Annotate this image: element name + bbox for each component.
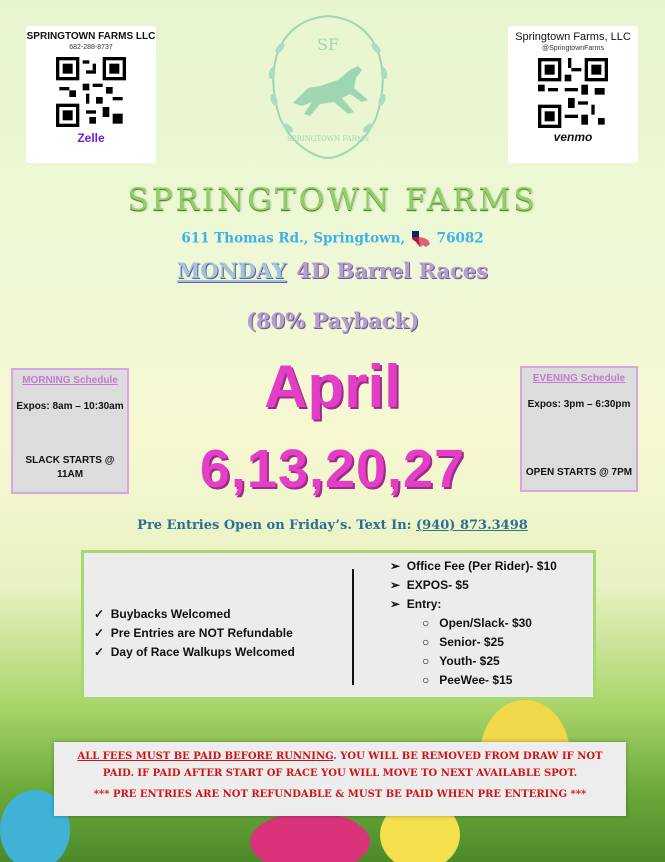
circle-bullet-icon: ○	[422, 635, 440, 649]
morning-schedule-title: MORNING Schedule	[22, 375, 118, 386]
entry-fee-item: ○ Senior- $25	[422, 635, 504, 649]
race-day: MONDAY	[177, 258, 287, 283]
logo-monogram: SF	[316, 35, 340, 54]
farm-name-heading: SPRINGTOWN FARMS	[127, 182, 538, 218]
list-item: ➢ EXPOS- $5	[390, 578, 469, 592]
list-item: ✓ Buybacks Welcomed	[94, 607, 231, 621]
list-item: ✓ Pre Entries are NOT Refundable	[94, 626, 293, 640]
entry-fee-item: ○ Youth- $25	[422, 654, 500, 668]
venmo-account-name: Springtown Farms, LLC	[515, 31, 631, 43]
zelle-logo: Zelle	[77, 131, 105, 145]
arrow-bullet-icon: ➢	[390, 578, 407, 592]
fee-list	[390, 559, 557, 692]
vertical-divider	[352, 569, 354, 685]
venmo-handle: @SpringtownFarms	[542, 45, 604, 52]
address	[0, 229, 665, 249]
circle-bullet-icon: ○	[422, 616, 440, 630]
race-title	[0, 258, 665, 283]
logo-text: SPRINGTOWN FARMS	[287, 135, 369, 143]
payback-text: (80% Payback)	[245, 308, 420, 333]
circle-bullet-icon: ○	[422, 673, 440, 687]
zelle-phone: 682-288-8737	[69, 44, 113, 51]
evening-schedule-card	[520, 366, 638, 492]
venmo-logo: venmo	[553, 130, 593, 144]
checkmark-icon: ✓	[94, 645, 111, 659]
fees-warning	[54, 748, 626, 782]
pre-entries-text: Pre Entries Open on Friday’s. Text In:	[137, 518, 412, 533]
pre-entries-notice: *** PRE ENTRIES ARE NOT REFUNDABLE & MUST BE PAID WHEN PRE ENTERING ***	[93, 789, 587, 800]
checkmark-icon: ✓	[94, 607, 111, 621]
zelle-qr-code-icon	[56, 57, 126, 127]
race-dates: 6,13,20,27	[199, 439, 466, 499]
springtown-farms-logo	[258, 8, 398, 178]
policy-list	[94, 607, 295, 664]
list-item: ➢ Entry:	[390, 597, 442, 611]
arrow-bullet-icon: ➢	[390, 597, 407, 611]
arrow-bullet-icon: ➢	[390, 559, 407, 573]
list-item: ➢ Office Fee (Per Rider)- $10	[390, 559, 557, 573]
venmo-qr-code-icon	[538, 58, 608, 128]
horse-icon	[293, 66, 368, 116]
zelle-qr-card[interactable]	[26, 26, 156, 163]
venmo-qr-card[interactable]	[508, 26, 638, 163]
checkmark-icon: ✓	[94, 626, 111, 640]
pre-entries-line	[0, 518, 665, 533]
evening-schedule-title: EVENING Schedule	[532, 373, 626, 384]
pre-entries-phone-link[interactable]: (940) 873.3498	[416, 518, 528, 533]
info-box	[81, 550, 596, 700]
entry-fee-item: ○ Open/Slack- $30	[422, 616, 532, 630]
address-street: 611 Thomas Rd., Springtown,	[181, 230, 406, 247]
fees-notice	[54, 742, 626, 816]
evening-expos: Expos: 3pm – 6:30pm	[527, 399, 631, 410]
zelle-account-name: SPRINGTOWN FARMS LLC	[26, 31, 156, 42]
address-zip: 76082	[436, 230, 484, 247]
race-month: April	[264, 353, 401, 420]
circle-bullet-icon: ○	[422, 654, 440, 668]
egg-decoration	[250, 812, 370, 862]
list-item: ✓ Day of Race Walkups Welcomed	[94, 645, 295, 659]
evening-open-start: OPEN STARTS @ 7PM	[525, 467, 633, 478]
entry-fee-item: ○ PeeWee- $15	[422, 673, 513, 687]
race-name: 4D Barrel Races	[296, 258, 488, 283]
morning-slack-start: SLACK STARTS @ 11AM	[25, 455, 115, 480]
fees-warning-underlined: ALL FEES MUST BE PAID BEFORE RUNNING	[77, 751, 334, 762]
fees-warning-rest: . YOU WILL BE REMOVED FROM DRAW IF NOT PAID. IF PAID AFTER START OF RACE YOU WILL MOVE TO NEXT AVAILABLE SPOT.	[102, 751, 603, 779]
texas-flag-icon	[410, 229, 432, 249]
morning-expos: Expos: 8am – 10:30am	[16, 401, 124, 412]
morning-schedule-card	[11, 368, 129, 494]
